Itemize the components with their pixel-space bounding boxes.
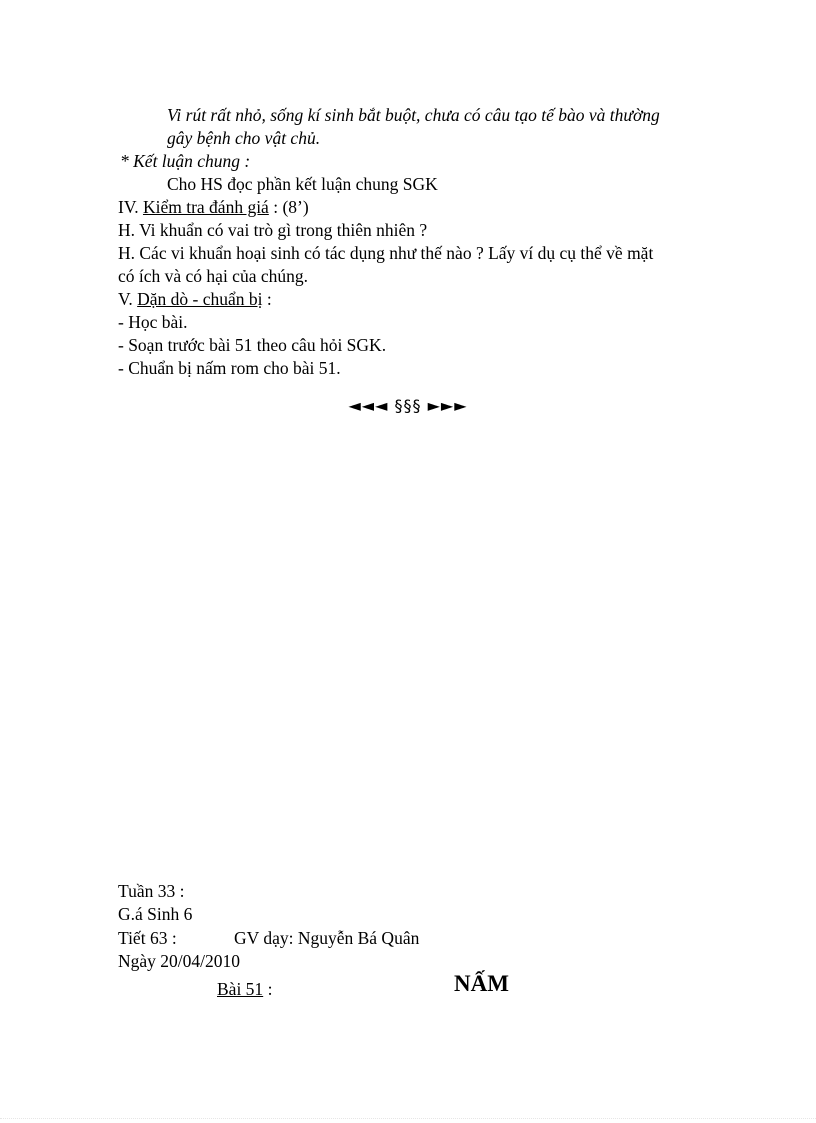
date-label: Ngày 20/04/2010 <box>118 951 241 971</box>
list-item: - Chuẩn bị nấm rom cho bài 51. <box>118 358 341 378</box>
section-divider: ◄◄◄ §§§ ►►► <box>348 396 468 415</box>
question-2-line-2: có ích và có hại của chúng. <box>118 266 308 286</box>
conclusion-body: Cho HS đọc phần kết luận chung SGK <box>167 174 438 194</box>
section-4-prefix: IV. <box>118 197 143 217</box>
intro-line-2: gây bệnh cho vật chủ. <box>167 128 321 148</box>
lesson-title: NẤM <box>454 971 509 996</box>
conclusion-heading: * Kết luận chung : <box>120 151 251 171</box>
question-1: H. Vi khuẩn có vai trò gì trong thiên nhiên ? <box>118 220 428 240</box>
question-2-line-1: H. Các vi khuẩn hoại sinh có tác dụng như thế nào ? Lấy ví dụ cụ thể về mặt <box>118 243 654 263</box>
section-5-heading <box>118 288 272 310</box>
section-4-suffix: : (8’) <box>268 197 309 217</box>
list-item: - Soạn trước bài 51 theo câu hỏi SGK. <box>118 335 387 355</box>
lesson-label <box>217 978 272 1000</box>
section-4-title: Kiểm tra đánh giá <box>142 197 269 217</box>
lesson-suffix: : <box>263 979 273 999</box>
section-5-prefix: V. <box>118 289 138 309</box>
period-label: Tiết 63 : <box>118 928 177 948</box>
section-4-heading <box>118 196 309 218</box>
section-5-title: Dặn dò - chuẩn bị <box>137 289 263 309</box>
intro-line-1: Vi rút rất nhỏ, sống kí sinh bắt buột, chưa có câu tạo tế bào và thường <box>167 105 660 125</box>
week-label: Tuần 33 : <box>118 881 185 901</box>
subject-label: G.á Sinh 6 <box>118 904 193 924</box>
lesson-number: Bài 51 <box>217 979 264 999</box>
section-5-suffix: : <box>262 289 272 309</box>
page-bottom-rule <box>0 1118 816 1119</box>
list-item: - Học bài. <box>118 312 188 332</box>
teacher-label: GV dạy: Nguyễn Bá Quân <box>234 928 420 948</box>
